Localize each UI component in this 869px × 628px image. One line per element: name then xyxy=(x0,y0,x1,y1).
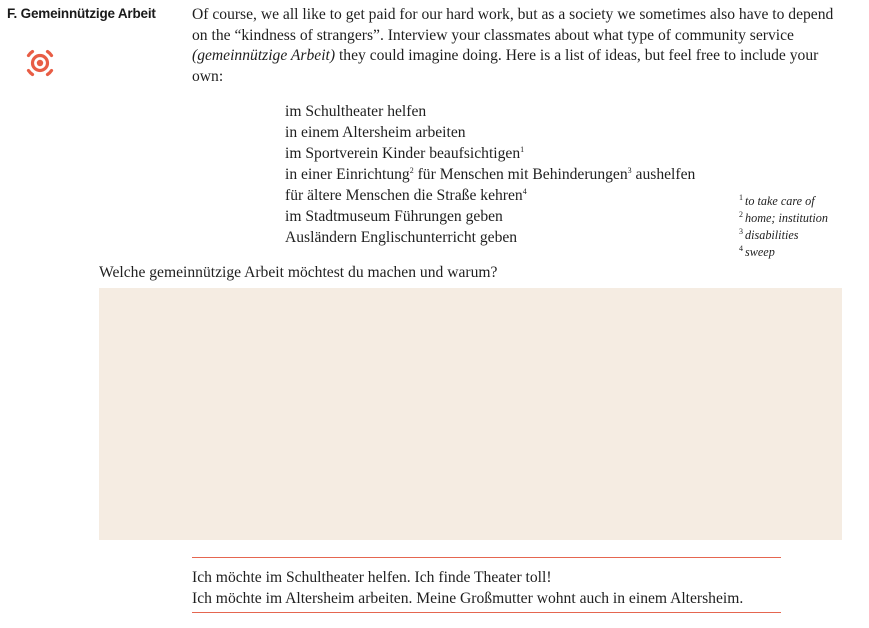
glossary-item: $^4$ sweep xyxy=(739,244,775,259)
idea-item: im Schultheater helfen xyxy=(285,103,427,120)
idea-item: im Stadtmuseum Führungen geben xyxy=(285,208,503,225)
footnote-marker: 3 xyxy=(627,166,632,175)
example-answers xyxy=(192,567,743,609)
instructions-text-end: they could imagine doing. Here is a list of ideas, but feel free to include your own: xyxy=(192,47,819,86)
glossary xyxy=(739,193,828,261)
idea-item: im Sportverein Kinder beaufsichtigen$^1$ xyxy=(285,145,525,162)
idea-item: Ausländern Englischunterricht geben xyxy=(285,229,518,246)
idea-item: in einem Altersheim arbeiten xyxy=(285,124,466,141)
footnote-marker: 2 xyxy=(409,166,414,175)
instructions-paragraph xyxy=(192,5,842,88)
glossary-item: $^2$ home; institution xyxy=(739,210,828,225)
glossary-item: $^3$ disabilities xyxy=(739,227,799,242)
divider-line-top xyxy=(192,557,781,558)
question-prompt: Welche gemeinnützige Arbeit möchtest du machen und warum? xyxy=(99,264,498,281)
example-answer: Ich möchte im Schultheater helfen. Ich finde Theater toll! xyxy=(192,569,552,586)
divider-line-bottom xyxy=(192,612,781,613)
section-title: F. Gemeinnützige Arbeit xyxy=(7,6,156,21)
idea-list xyxy=(285,101,695,248)
instructions-term: (gemeinnützige Arbeit) xyxy=(192,47,336,65)
instructions-text: Of course, we all like to get paid for our hard work, but as a society we sometimes also have to depend on the “kindness of strangers”. Interview your classmates about what type of community service xyxy=(192,6,834,44)
speaking-activity-icon xyxy=(21,44,59,82)
footnote-marker: 1 xyxy=(520,145,525,154)
example-answer: Ich möchte im Altersheim arbeiten. Meine Großmutter wohnt auch in einem Altersheim. xyxy=(192,590,744,607)
footnote-marker: 4 xyxy=(522,187,527,196)
idea-item: in einer Einrichtung$^2$ für Menschen mit Behinderungen$^3$ aushelfen xyxy=(285,166,696,183)
idea-item: für ältere Menschen die Straße kehren$^4$ xyxy=(285,187,527,204)
answer-area[interactable] xyxy=(99,288,842,540)
glossary-item: $^1$ to take care of xyxy=(739,193,815,208)
